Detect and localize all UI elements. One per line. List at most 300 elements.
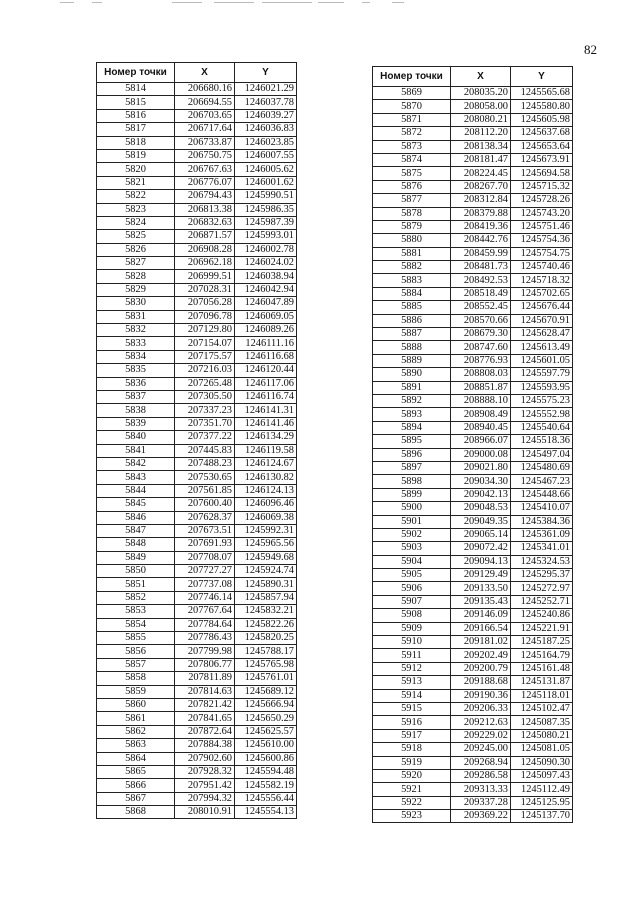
point-number-cell: 5843 <box>97 471 175 484</box>
y-coordinate-cell: 1246096.46 <box>235 498 297 511</box>
y-coordinate-cell: 1245676.44 <box>511 301 573 314</box>
point-number-cell: 5815 <box>97 96 175 109</box>
point-number-cell: 5903 <box>373 542 451 555</box>
table-row <box>97 377 297 390</box>
table-row <box>373 542 573 555</box>
point-number-cell: 5852 <box>97 591 175 604</box>
point-number-cell: 5901 <box>373 515 451 528</box>
header-x: X <box>451 67 511 87</box>
table-row <box>97 645 297 658</box>
y-coordinate-cell: 1245164.79 <box>511 649 573 662</box>
table-row <box>97 149 297 162</box>
point-number-cell: 5854 <box>97 618 175 631</box>
y-coordinate-cell: 1245582.19 <box>235 779 297 792</box>
x-coordinate-cell: 208112.20 <box>451 127 511 140</box>
y-coordinate-cell: 1245694.58 <box>511 167 573 180</box>
point-number-cell: 5863 <box>97 739 175 752</box>
y-coordinate-cell: 1245252.71 <box>511 595 573 608</box>
x-coordinate-cell: 208181.47 <box>451 153 511 166</box>
x-coordinate-cell: 206813.38 <box>175 203 235 216</box>
x-coordinate-cell: 209146.09 <box>451 609 511 622</box>
y-coordinate-cell: 1245552.98 <box>511 408 573 421</box>
x-coordinate-cell: 207727.27 <box>175 565 235 578</box>
y-coordinate-cell: 1246116.68 <box>235 350 297 363</box>
point-number-cell: 5893 <box>373 408 451 421</box>
point-number-cell: 5874 <box>373 153 451 166</box>
x-coordinate-cell: 209129.49 <box>451 569 511 582</box>
x-coordinate-cell: 208224.45 <box>451 167 511 180</box>
table-row <box>373 662 573 675</box>
table-row <box>97 444 297 457</box>
point-number-cell: 5818 <box>97 136 175 149</box>
table-row <box>97 109 297 122</box>
table-row <box>373 756 573 769</box>
table-row <box>373 475 573 488</box>
x-coordinate-cell: 207994.32 <box>175 792 235 805</box>
header-point-number: Номер точки <box>97 63 175 83</box>
table-row <box>97 511 297 524</box>
point-number-cell: 5870 <box>373 100 451 113</box>
x-coordinate-cell: 209000.08 <box>451 448 511 461</box>
y-coordinate-cell: 1246111.16 <box>235 337 297 350</box>
table-row <box>97 698 297 711</box>
point-number-cell: 5840 <box>97 431 175 444</box>
point-number-cell: 5872 <box>373 127 451 140</box>
x-coordinate-cell: 209202.49 <box>451 649 511 662</box>
y-coordinate-cell: 1245580.80 <box>511 100 573 113</box>
y-coordinate-cell: 1245272.97 <box>511 582 573 595</box>
point-number-cell: 5834 <box>97 350 175 363</box>
point-number-cell: 5886 <box>373 314 451 327</box>
table-row <box>373 167 573 180</box>
point-number-cell: 5823 <box>97 203 175 216</box>
table-row <box>373 810 573 823</box>
x-coordinate-cell: 207786.43 <box>175 632 235 645</box>
point-number-cell: 5844 <box>97 484 175 497</box>
x-coordinate-cell: 207814.63 <box>175 685 235 698</box>
y-coordinate-cell: 1245718.32 <box>511 274 573 287</box>
x-coordinate-cell: 207337.23 <box>175 404 235 417</box>
x-coordinate-cell: 208851.87 <box>451 381 511 394</box>
x-coordinate-cell: 208010.91 <box>175 806 235 819</box>
table-row <box>373 649 573 662</box>
y-coordinate-cell: 1246042.94 <box>235 283 297 296</box>
x-coordinate-cell: 207096.78 <box>175 310 235 323</box>
y-coordinate-cell: 1246021.29 <box>235 83 297 96</box>
point-number-cell: 5899 <box>373 488 451 501</box>
table-row <box>373 127 573 140</box>
y-coordinate-cell: 1245081.05 <box>511 743 573 756</box>
header-x: X <box>175 63 235 83</box>
y-coordinate-cell: 1245702.65 <box>511 287 573 300</box>
x-coordinate-cell: 207884.38 <box>175 739 235 752</box>
table-row <box>97 591 297 604</box>
point-number-cell: 5856 <box>97 645 175 658</box>
x-coordinate-cell: 207216.03 <box>175 364 235 377</box>
point-number-cell: 5845 <box>97 498 175 511</box>
x-coordinate-cell: 209268.94 <box>451 756 511 769</box>
x-coordinate-cell: 208908.49 <box>451 408 511 421</box>
table-row <box>97 739 297 752</box>
y-coordinate-cell: 1245112.49 <box>511 783 573 796</box>
y-coordinate-cell: 1246037.78 <box>235 96 297 109</box>
x-coordinate-cell: 207821.42 <box>175 698 235 711</box>
x-coordinate-cell: 206962.18 <box>175 257 235 270</box>
point-number-cell: 5819 <box>97 149 175 162</box>
y-coordinate-cell: 1245987.39 <box>235 216 297 229</box>
point-number-cell: 5827 <box>97 257 175 270</box>
y-coordinate-cell: 1245765.98 <box>235 658 297 671</box>
x-coordinate-cell: 209245.00 <box>451 743 511 756</box>
y-coordinate-cell: 1245689.12 <box>235 685 297 698</box>
x-coordinate-cell: 207673.51 <box>175 524 235 537</box>
table-row <box>373 100 573 113</box>
y-coordinate-cell: 1246069.38 <box>235 511 297 524</box>
y-coordinate-cell: 1245832.21 <box>235 605 297 618</box>
x-coordinate-cell: 206767.63 <box>175 163 235 176</box>
table-row <box>97 96 297 109</box>
table-row <box>373 87 573 100</box>
table-row <box>373 394 573 407</box>
x-coordinate-cell: 207265.48 <box>175 377 235 390</box>
table-row <box>373 609 573 622</box>
x-coordinate-cell: 207872.64 <box>175 725 235 738</box>
y-coordinate-cell: 1245597.79 <box>511 368 573 381</box>
header-y: Y <box>235 63 297 83</box>
y-coordinate-cell: 1245410.07 <box>511 502 573 515</box>
y-coordinate-cell: 1245125.95 <box>511 796 573 809</box>
table-row <box>373 341 573 354</box>
y-coordinate-cell: 1246001.62 <box>235 176 297 189</box>
y-coordinate-cell: 1245637.68 <box>511 127 573 140</box>
table-row <box>373 502 573 515</box>
x-coordinate-cell: 207928.32 <box>175 765 235 778</box>
table-row <box>97 230 297 243</box>
table-row <box>373 194 573 207</box>
x-coordinate-cell: 208442.76 <box>451 234 511 247</box>
y-coordinate-cell: 1245990.51 <box>235 190 297 203</box>
y-coordinate-cell: 1246023.85 <box>235 136 297 149</box>
table-row <box>373 113 573 126</box>
y-coordinate-cell: 1245650.29 <box>235 712 297 725</box>
table-row <box>97 243 297 256</box>
table-row <box>373 381 573 394</box>
point-number-cell: 5855 <box>97 632 175 645</box>
x-coordinate-cell: 207767.64 <box>175 605 235 618</box>
point-number-cell: 5917 <box>373 729 451 742</box>
table-row <box>97 257 297 270</box>
table-row <box>373 301 573 314</box>
point-number-cell: 5895 <box>373 435 451 448</box>
y-coordinate-cell: 1245601.05 <box>511 354 573 367</box>
table-row <box>373 287 573 300</box>
table-row <box>97 417 297 430</box>
table-row <box>97 190 297 203</box>
x-coordinate-cell: 206871.57 <box>175 230 235 243</box>
table-row <box>373 448 573 461</box>
table-row <box>97 297 297 310</box>
table-row <box>97 658 297 671</box>
y-coordinate-cell: 1245754.75 <box>511 247 573 260</box>
table-row <box>97 551 297 564</box>
point-number-cell: 5889 <box>373 354 451 367</box>
point-number-cell: 5864 <box>97 752 175 765</box>
table-row <box>373 582 573 595</box>
x-coordinate-cell: 207811.89 <box>175 672 235 685</box>
y-coordinate-cell: 1245628.47 <box>511 328 573 341</box>
x-coordinate-cell: 207377.22 <box>175 431 235 444</box>
y-coordinate-cell: 1246130.82 <box>235 471 297 484</box>
y-coordinate-cell: 1246124.13 <box>235 484 297 497</box>
point-number-cell: 5828 <box>97 270 175 283</box>
point-number-cell: 5881 <box>373 247 451 260</box>
x-coordinate-cell: 208492.53 <box>451 274 511 287</box>
point-number-cell: 5888 <box>373 341 451 354</box>
point-number-cell: 5879 <box>373 220 451 233</box>
y-coordinate-cell: 1245993.01 <box>235 230 297 243</box>
y-coordinate-cell: 1245565.68 <box>511 87 573 100</box>
point-number-cell: 5900 <box>373 502 451 515</box>
y-coordinate-cell: 1245187.25 <box>511 636 573 649</box>
point-number-cell: 5916 <box>373 716 451 729</box>
table-row <box>373 368 573 381</box>
y-coordinate-cell: 1245556.44 <box>235 792 297 805</box>
table-row <box>97 324 297 337</box>
point-number-cell: 5912 <box>373 662 451 675</box>
x-coordinate-cell: 206703.65 <box>175 109 235 122</box>
point-number-cell: 5875 <box>373 167 451 180</box>
x-coordinate-cell: 208747.60 <box>451 341 511 354</box>
x-coordinate-cell: 207628.37 <box>175 511 235 524</box>
point-number-cell: 5832 <box>97 324 175 337</box>
x-coordinate-cell: 206832.63 <box>175 216 235 229</box>
y-coordinate-cell: 1245090.30 <box>511 756 573 769</box>
table-row <box>373 569 573 582</box>
point-number-cell: 5918 <box>373 743 451 756</box>
x-coordinate-cell: 208679.30 <box>451 328 511 341</box>
point-number-cell: 5829 <box>97 283 175 296</box>
y-coordinate-cell: 1246024.02 <box>235 257 297 270</box>
point-number-cell: 5831 <box>97 310 175 323</box>
y-coordinate-cell: 1245221.91 <box>511 622 573 635</box>
table-row <box>97 578 297 591</box>
point-number-cell: 5826 <box>97 243 175 256</box>
point-number-cell: 5861 <box>97 712 175 725</box>
y-coordinate-cell: 1246134.29 <box>235 431 297 444</box>
x-coordinate-cell: 206733.87 <box>175 136 235 149</box>
point-number-cell: 5820 <box>97 163 175 176</box>
y-coordinate-cell: 1246036.83 <box>235 123 297 136</box>
point-number-cell: 5896 <box>373 448 451 461</box>
point-number-cell: 5923 <box>373 810 451 823</box>
x-coordinate-cell: 207799.98 <box>175 645 235 658</box>
point-number-cell: 5897 <box>373 461 451 474</box>
y-coordinate-cell: 1245593.95 <box>511 381 573 394</box>
table-row <box>373 234 573 247</box>
y-coordinate-cell: 1245751.46 <box>511 220 573 233</box>
coordinates-table-right <box>372 66 573 823</box>
x-coordinate-cell: 207691.93 <box>175 538 235 551</box>
y-coordinate-cell: 1245890.31 <box>235 578 297 591</box>
table-row <box>373 153 573 166</box>
y-coordinate-cell: 1245361.09 <box>511 528 573 541</box>
table-row <box>373 328 573 341</box>
x-coordinate-cell: 208570.66 <box>451 314 511 327</box>
table-row <box>97 216 297 229</box>
x-coordinate-cell: 209034.30 <box>451 475 511 488</box>
y-coordinate-cell: 1245666.94 <box>235 698 297 711</box>
table-row <box>373 729 573 742</box>
table-row <box>97 484 297 497</box>
point-number-cell: 5873 <box>373 140 451 153</box>
table-row <box>97 498 297 511</box>
x-coordinate-cell: 209133.50 <box>451 582 511 595</box>
table-row <box>373 743 573 756</box>
y-coordinate-cell: 1245295.37 <box>511 569 573 582</box>
point-number-cell: 5825 <box>97 230 175 243</box>
table-row <box>97 712 297 725</box>
x-coordinate-cell: 207445.83 <box>175 444 235 457</box>
y-coordinate-cell: 1245754.36 <box>511 234 573 247</box>
x-coordinate-cell: 209188.68 <box>451 676 511 689</box>
y-coordinate-cell: 1245161.48 <box>511 662 573 675</box>
table-row <box>373 247 573 260</box>
y-coordinate-cell: 1245761.01 <box>235 672 297 685</box>
x-coordinate-cell: 209094.13 <box>451 555 511 568</box>
y-coordinate-cell: 1245740.46 <box>511 261 573 274</box>
y-coordinate-cell: 1246039.27 <box>235 109 297 122</box>
table-row <box>97 431 297 444</box>
table-row <box>97 457 297 470</box>
point-number-cell: 5880 <box>373 234 451 247</box>
y-coordinate-cell: 1245554.13 <box>235 806 297 819</box>
table-row <box>373 180 573 193</box>
table-row <box>373 796 573 809</box>
table-row <box>97 283 297 296</box>
table-row <box>373 354 573 367</box>
y-coordinate-cell: 1245097.43 <box>511 769 573 782</box>
y-coordinate-cell: 1245497.04 <box>511 448 573 461</box>
y-coordinate-cell: 1245137.70 <box>511 810 573 823</box>
table-row <box>97 565 297 578</box>
table-row <box>97 685 297 698</box>
y-coordinate-cell: 1245575.23 <box>511 394 573 407</box>
header-point-number: Номер точки <box>373 67 451 87</box>
point-number-cell: 5876 <box>373 180 451 193</box>
point-number-cell: 5887 <box>373 328 451 341</box>
point-number-cell: 5833 <box>97 337 175 350</box>
table-row <box>373 528 573 541</box>
x-coordinate-cell: 207129.80 <box>175 324 235 337</box>
point-number-cell: 5905 <box>373 569 451 582</box>
x-coordinate-cell: 207902.60 <box>175 752 235 765</box>
y-coordinate-cell: 1245728.26 <box>511 194 573 207</box>
x-coordinate-cell: 208058.00 <box>451 100 511 113</box>
x-coordinate-cell: 207305.50 <box>175 390 235 403</box>
point-number-cell: 5902 <box>373 528 451 541</box>
table-row <box>97 792 297 805</box>
point-number-cell: 5817 <box>97 123 175 136</box>
y-coordinate-cell: 1245949.68 <box>235 551 297 564</box>
y-coordinate-cell: 1245448.66 <box>511 488 573 501</box>
y-coordinate-cell: 1245131.87 <box>511 676 573 689</box>
table-row <box>373 622 573 635</box>
x-coordinate-cell: 208459.99 <box>451 247 511 260</box>
table-row <box>97 806 297 819</box>
table-row <box>373 461 573 474</box>
point-number-cell: 5907 <box>373 595 451 608</box>
point-number-cell: 5838 <box>97 404 175 417</box>
y-coordinate-cell: 1245653.64 <box>511 140 573 153</box>
point-number-cell: 5919 <box>373 756 451 769</box>
table-row <box>97 632 297 645</box>
y-coordinate-cell: 1245673.91 <box>511 153 573 166</box>
point-number-cell: 5921 <box>373 783 451 796</box>
point-number-cell: 5869 <box>373 87 451 100</box>
point-number-cell: 5839 <box>97 417 175 430</box>
x-coordinate-cell: 209369.22 <box>451 810 511 823</box>
y-coordinate-cell: 1245341.01 <box>511 542 573 555</box>
point-number-cell: 5824 <box>97 216 175 229</box>
point-number-cell: 5913 <box>373 676 451 689</box>
y-coordinate-cell: 1245087.35 <box>511 716 573 729</box>
y-coordinate-cell: 1246002.78 <box>235 243 297 256</box>
table-row <box>97 337 297 350</box>
x-coordinate-cell: 208267.70 <box>451 180 511 193</box>
point-number-cell: 5865 <box>97 765 175 778</box>
table-row <box>373 421 573 434</box>
table-row <box>373 488 573 501</box>
x-coordinate-cell: 208379.88 <box>451 207 511 220</box>
table-row <box>97 618 297 631</box>
table-row <box>97 524 297 537</box>
point-number-cell: 5898 <box>373 475 451 488</box>
y-coordinate-cell: 1246124.67 <box>235 457 297 470</box>
x-coordinate-cell: 207561.85 <box>175 484 235 497</box>
x-coordinate-cell: 206908.28 <box>175 243 235 256</box>
x-coordinate-cell: 209337.28 <box>451 796 511 809</box>
y-coordinate-cell: 1245822.26 <box>235 618 297 631</box>
x-coordinate-cell: 207951.42 <box>175 779 235 792</box>
x-coordinate-cell: 208312.84 <box>451 194 511 207</box>
table-row <box>373 555 573 568</box>
x-coordinate-cell: 209021.80 <box>451 461 511 474</box>
x-coordinate-cell: 206750.75 <box>175 149 235 162</box>
x-coordinate-cell: 209042.13 <box>451 488 511 501</box>
y-coordinate-cell: 1245467.23 <box>511 475 573 488</box>
table-row <box>373 769 573 782</box>
x-coordinate-cell: 209072.42 <box>451 542 511 555</box>
x-coordinate-cell: 206680.16 <box>175 83 235 96</box>
y-coordinate-cell: 1245118.01 <box>511 689 573 702</box>
table-row <box>97 136 297 149</box>
x-coordinate-cell: 208481.73 <box>451 261 511 274</box>
table-row <box>373 207 573 220</box>
x-coordinate-cell: 207737.08 <box>175 578 235 591</box>
point-number-cell: 5846 <box>97 511 175 524</box>
x-coordinate-cell: 208940.45 <box>451 421 511 434</box>
x-coordinate-cell: 208080.21 <box>451 113 511 126</box>
y-coordinate-cell: 1245102.47 <box>511 702 573 715</box>
y-coordinate-cell: 1245670.91 <box>511 314 573 327</box>
table-row <box>373 636 573 649</box>
y-coordinate-cell: 1245324.53 <box>511 555 573 568</box>
y-coordinate-cell: 1245992.31 <box>235 524 297 537</box>
y-coordinate-cell: 1246120.44 <box>235 364 297 377</box>
point-number-cell: 5920 <box>373 769 451 782</box>
point-number-cell: 5883 <box>373 274 451 287</box>
table-row <box>373 676 573 689</box>
